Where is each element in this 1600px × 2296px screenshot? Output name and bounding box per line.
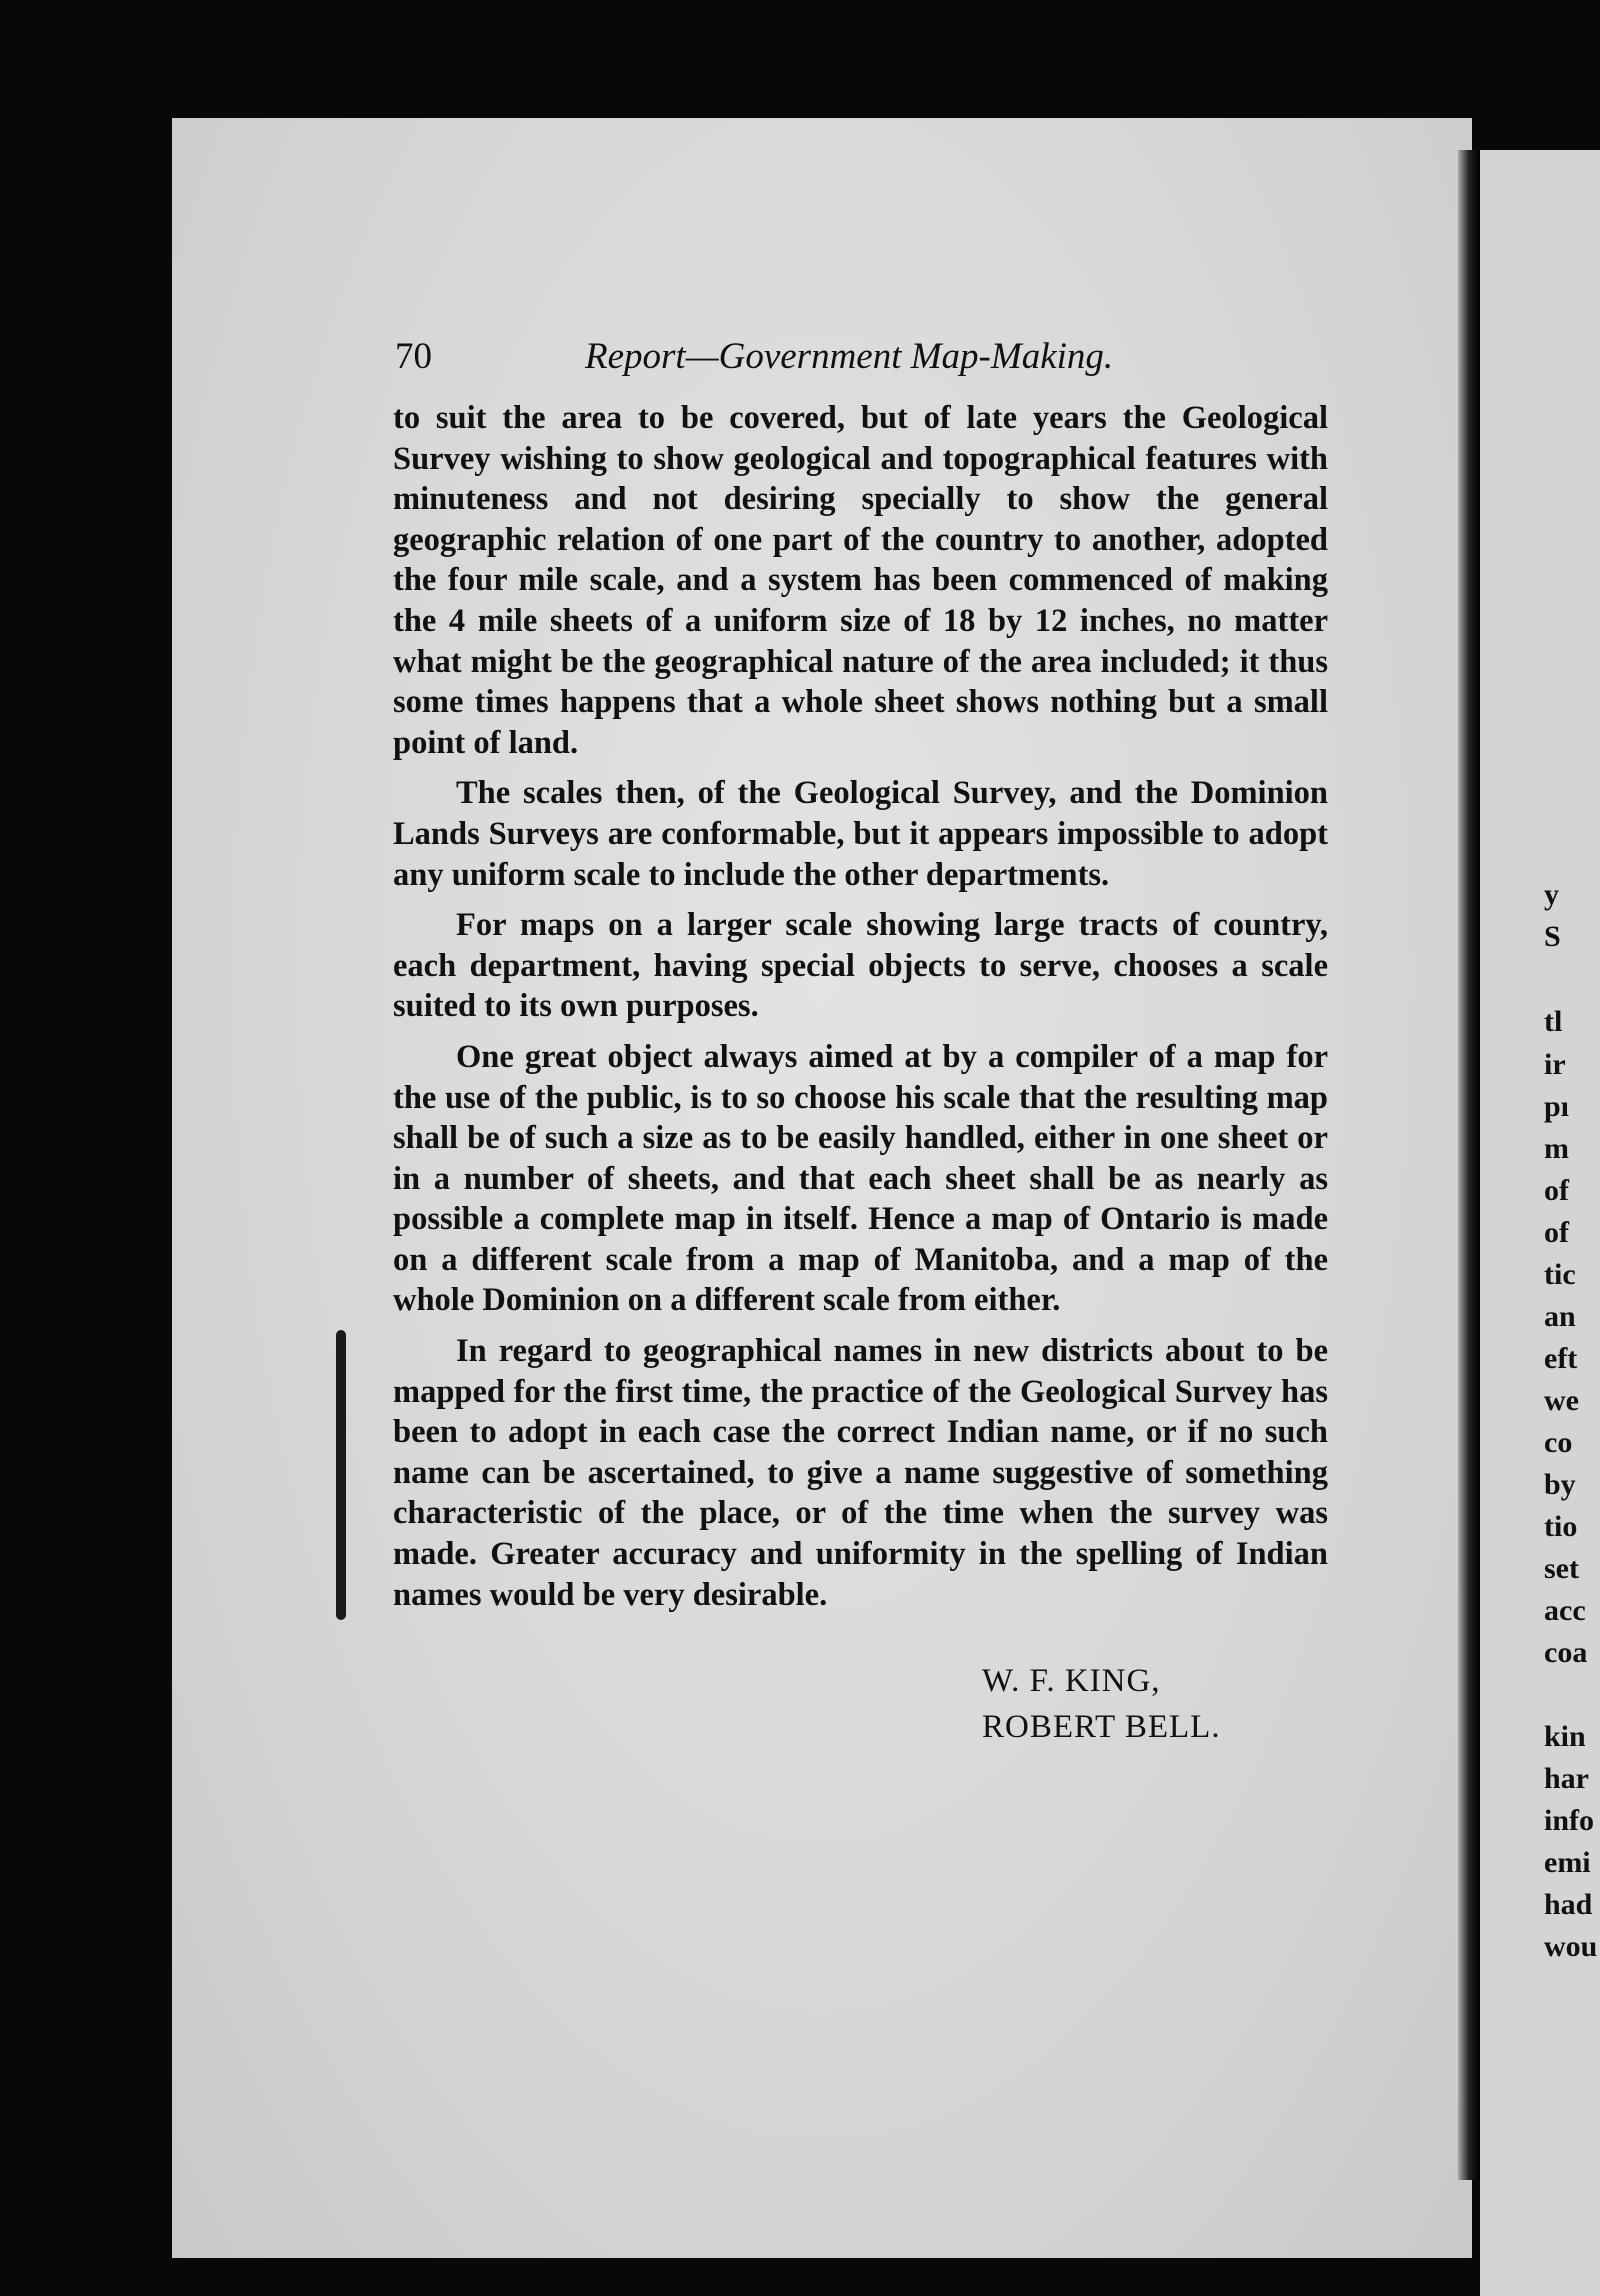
signature-bell: ROBERT BELL. (982, 1709, 1221, 1745)
paragraph-continuation: to suit the area to be covered, but of late years the Geological Survey wishing to show geological and topographical features with minuteness and not desiring specially to show the general geographic relation of one part of the country to another, adopted the four mile scale, and a system has been commenced of making the 4 mile sheets of a uniform size of 18 by 12 inches, no matter what might be the geographical nature of the area included; it thus some times happens that a whole sheet shows nothing but a small point of land. (393, 400, 1328, 761)
margin-pencil-mark (336, 1330, 346, 1620)
paragraph-larger-scale: For maps on a larger scale showing large tracts of country, each department, having special objects to serve, chooses a scale suited to its own purposes. (393, 907, 1328, 1025)
signature-block (982, 1658, 1221, 1750)
facing-fragment: ir (1544, 1048, 1566, 1081)
facing-fragment: wou (1544, 1930, 1598, 1963)
facing-fragment: of (1544, 1216, 1569, 1249)
facing-fragment: set (1544, 1552, 1579, 1585)
page-number: 70 (395, 336, 432, 377)
facing-fragment: har (1544, 1762, 1589, 1795)
facing-fragment: coa (1544, 1636, 1588, 1669)
report-body (393, 398, 1328, 1625)
facing-page-edge (1480, 150, 1600, 2296)
paragraph-names: In regard to geographical names in new districts about to be mapped for the first time, the practice of the Geological Survey has been to adopt in each case the correct Indian name, or if no such name can be ascertained, to give a name suggestive of something characteristic of the place, or of the time when the survey was made. Greater accuracy and uniformity in the spelling of Indian names would be very desirable. (393, 1333, 1328, 1613)
facing-fragment: y (1544, 878, 1559, 911)
facing-fragment: by (1544, 1468, 1576, 1501)
facing-fragment: tio (1544, 1510, 1578, 1543)
facing-fragment: m (1544, 1132, 1569, 1165)
facing-fragment: emi (1544, 1846, 1591, 1879)
facing-fragment: acc (1544, 1594, 1586, 1627)
facing-fragment: eft (1544, 1342, 1578, 1375)
facing-fragment: an (1544, 1300, 1576, 1333)
facing-fragment: of (1544, 1174, 1569, 1207)
page-header (395, 335, 1255, 385)
facing-fragment: tic (1544, 1258, 1576, 1291)
paragraph-compiler: One great object always aimed at by a compiler of a map for the use of the public, is to so choose his scale that the resulting map shall be of such a size as to be easily handled, either in one sheet or in a number of sheets, and that each sheet shall be as nearly as possible a complete map in itself. Hence a map of Ontario is made on a different scale from a map of Manitoba, and a map of the whole Dominion on a different scale from either. (393, 1038, 1328, 1319)
facing-fragment: we (1544, 1384, 1579, 1417)
facing-fragment: co (1544, 1426, 1573, 1459)
facing-fragment: S (1544, 920, 1561, 953)
facing-fragment: info (1544, 1804, 1595, 1837)
facing-fragment: had (1544, 1888, 1593, 1921)
running-title: Report—Government Map-Making. (585, 336, 1114, 377)
facing-fragment: pı (1544, 1090, 1570, 1123)
page-gutter (1458, 150, 1480, 2180)
facing-fragment: kin (1544, 1720, 1586, 1753)
signature-king: W. F. KING, (982, 1663, 1161, 1699)
facing-fragment: tl (1544, 1005, 1563, 1038)
paragraph-scales: The scales then, of the Geological Survey, and the Dominion Lands Surveys are conformable, but it appears impossible to adopt any uniform scale to include the other departments. (393, 775, 1328, 893)
